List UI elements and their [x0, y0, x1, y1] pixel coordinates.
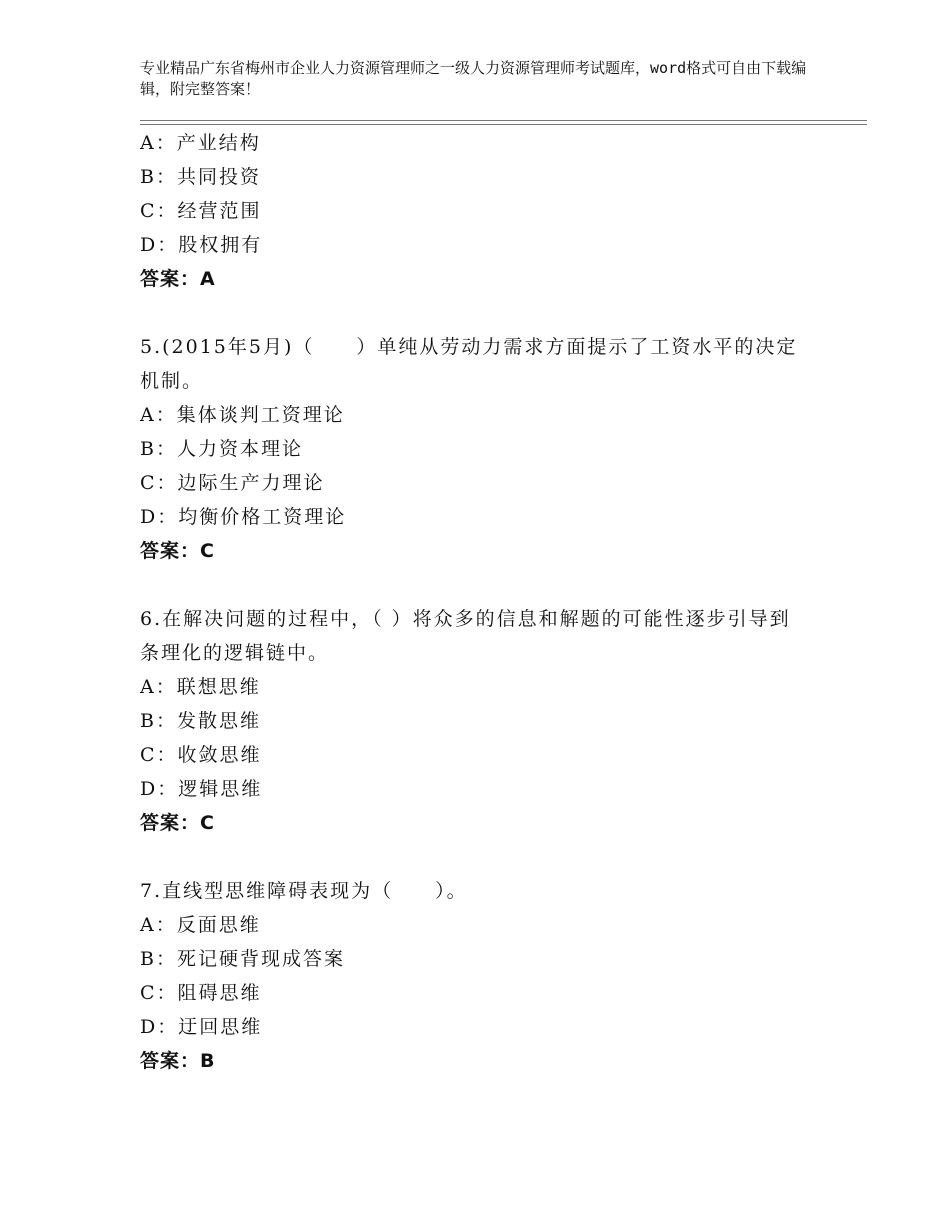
option-d: D：迂回思维 [140, 1016, 263, 1038]
spacer [140, 840, 830, 874]
option-a: A：联想思维 [140, 676, 261, 698]
header-divider [140, 120, 867, 125]
question-block [140, 602, 830, 840]
answer: 答案：C [140, 540, 215, 562]
option-b: B：人力资本理论 [140, 438, 303, 460]
question-stem: 7.直线型思维障碍表现为（ ）。 [140, 880, 468, 902]
option-a: A：集体谈判工资理论 [140, 404, 345, 426]
option-d: D：逻辑思维 [140, 778, 263, 800]
option-b: B：发散思维 [140, 710, 261, 732]
document-header: 专业精品广东省梅州市企业人力资源管理师之一级人力资源管理师考试题库，word格式可自由下载编辑，附完整答案！ [140, 59, 807, 98]
question-stem: 6.在解决问题的过程中，（ ）将众多的信息和解题的可能性逐步引导到条理化的逻辑链中。 [140, 608, 791, 664]
option-a: A：反面思维 [140, 914, 261, 936]
option-c: C：收敛思维 [140, 744, 262, 766]
spacer [140, 296, 830, 330]
option-b: B：死记硬背现成答案 [140, 948, 345, 970]
option-c: C：边际生产力理论 [140, 472, 325, 494]
answer: 答案：C [140, 812, 215, 834]
question-block [140, 330, 830, 568]
answer: 答案：A [140, 268, 216, 290]
question-list [140, 126, 830, 1078]
question-block [140, 874, 830, 1078]
question-block [140, 126, 830, 296]
question-stem: 5.(2015年5月)（ ）单纯从劳动力需求方面提示了工资水平的决定机制。 [140, 336, 798, 392]
option-a: A：产业结构 [140, 132, 261, 154]
option-d: D：均衡价格工资理论 [140, 506, 347, 528]
option-b: B：共同投资 [140, 166, 261, 188]
option-c: C：经营范围 [140, 200, 262, 222]
option-d: D：股权拥有 [140, 234, 263, 256]
option-c: C：阻碍思维 [140, 982, 262, 1004]
spacer [140, 568, 830, 602]
answer: 答案：B [140, 1050, 216, 1072]
